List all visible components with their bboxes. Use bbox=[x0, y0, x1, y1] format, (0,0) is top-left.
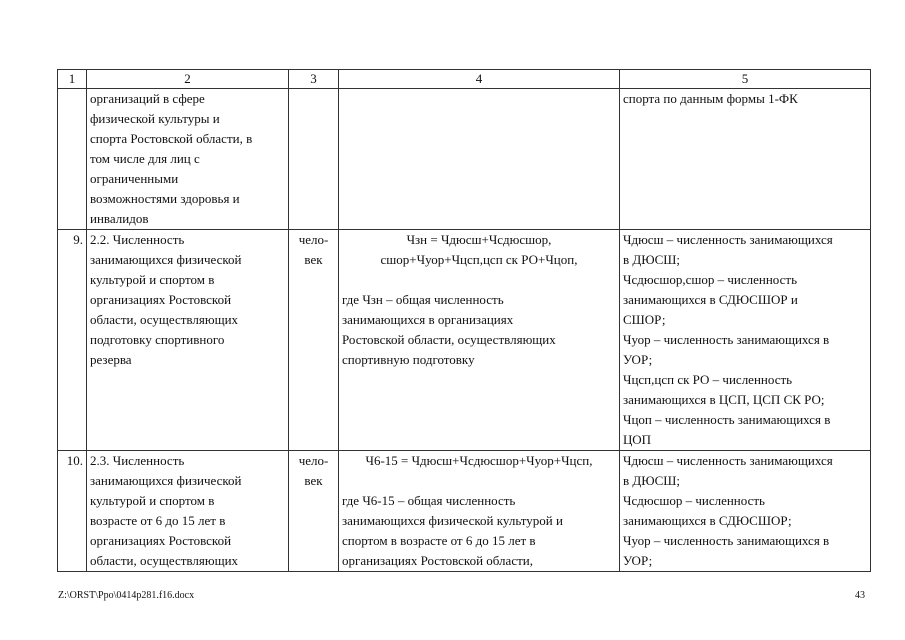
text-line: занимающихся в СДЮСШОР и bbox=[623, 292, 798, 307]
text-line: культурой и спортом в bbox=[90, 272, 215, 287]
unit-cell bbox=[289, 89, 339, 230]
text-line: чело- bbox=[298, 232, 329, 247]
text-line: УОР; bbox=[623, 352, 653, 367]
notes-cell bbox=[620, 230, 871, 451]
text-line: том числе для лиц с bbox=[90, 151, 200, 166]
text-line: спортивную подготовку bbox=[342, 352, 475, 367]
text-line: Ростовской области, осуществляющих bbox=[342, 332, 556, 347]
text-line: физической культуры и bbox=[90, 111, 220, 126]
unit-cell bbox=[289, 230, 339, 451]
text-line: резерва bbox=[90, 352, 132, 367]
page-number: 43 bbox=[855, 590, 865, 601]
text-line: ЦОП bbox=[623, 432, 651, 447]
document-table bbox=[57, 69, 871, 572]
text-line: занимающихся в ЦСП, ЦСП СК РО; bbox=[623, 392, 825, 407]
text-line: области, осуществляющих bbox=[90, 312, 239, 327]
row-number: 10. bbox=[58, 451, 87, 572]
text-line: в ДЮСШ; bbox=[623, 473, 681, 488]
unit-cell bbox=[289, 451, 339, 572]
text-line: занимающихся физической культурой и bbox=[342, 513, 563, 528]
text-line: возможностями здоровья и bbox=[90, 191, 240, 206]
text-line: организаций в сфере bbox=[90, 91, 205, 106]
text-line: занимающихся физической bbox=[90, 252, 242, 267]
text-line: где Ч6-15 – общая численность bbox=[342, 493, 516, 508]
text-line: Чцоп – численность занимающихся в bbox=[623, 412, 831, 427]
text-line: спортом в возрасте от 6 до 15 лет в bbox=[342, 533, 536, 548]
row-number: 9. bbox=[58, 230, 87, 451]
table-row bbox=[58, 230, 871, 451]
text-line: УОР; bbox=[623, 553, 653, 568]
text-line: спорта Ростовской области, в bbox=[90, 131, 253, 146]
text-line: занимающихся в организациях bbox=[342, 312, 514, 327]
header-cell-2: 2 bbox=[87, 70, 289, 89]
text-line: области, осуществляющих bbox=[90, 553, 239, 568]
row-number bbox=[58, 89, 87, 230]
text-line: Чсдюсшор – численность bbox=[623, 493, 765, 508]
text-line: 2.2. Численность bbox=[90, 232, 185, 247]
text-line: Чсдюсшор,сшор – численность bbox=[623, 272, 797, 287]
text-line: чело- bbox=[298, 453, 329, 468]
notes-cell bbox=[620, 451, 871, 572]
header-cell-3: 3 bbox=[289, 70, 339, 89]
text-line: организациях Ростовской bbox=[90, 533, 232, 548]
text-line: возрасте от 6 до 15 лет в bbox=[90, 513, 226, 528]
text-line: культурой и спортом в bbox=[90, 493, 215, 508]
header-cell-4: 4 bbox=[339, 70, 620, 89]
text-line: век bbox=[304, 473, 323, 488]
text-line: организациях Ростовской области, bbox=[342, 553, 533, 568]
text-line: Чуор – численность занимающихся в bbox=[623, 332, 830, 347]
header-cell-1: 1 bbox=[58, 70, 87, 89]
text-line: занимающихся в СДЮСШОР; bbox=[623, 513, 792, 528]
text-line: организациях Ростовской bbox=[90, 292, 232, 307]
notes-cell bbox=[620, 89, 871, 230]
text-line: Чдюсш – численность занимающихся bbox=[623, 453, 833, 468]
formula-cell bbox=[339, 89, 620, 230]
text-line: инвалидов bbox=[90, 211, 149, 226]
text-line: подготовку спортивного bbox=[90, 332, 225, 347]
text-line: Чуор – численность занимающихся в bbox=[623, 533, 830, 548]
blank-line bbox=[342, 270, 616, 290]
text-line: занимающихся физической bbox=[90, 473, 242, 488]
text-line: где Чзн – общая численность bbox=[342, 292, 504, 307]
indicator-name bbox=[87, 230, 289, 451]
blank-line bbox=[342, 471, 616, 491]
text-line: СШОР; bbox=[623, 312, 666, 327]
text-line: Чцсп,цсп ск РО – численность bbox=[623, 372, 793, 387]
indicator-name bbox=[87, 451, 289, 572]
formula-cell bbox=[339, 230, 620, 451]
table-row bbox=[58, 451, 871, 572]
text-line: Чдюсш – численность занимающихся bbox=[623, 232, 833, 247]
footer-file-path: Z:\ORST\Ppo\0414p281.f16.docx bbox=[58, 590, 195, 601]
formula-cell bbox=[339, 451, 620, 572]
indicator-name bbox=[87, 89, 289, 230]
formula-line: сшор+Чуор+Чцсп,цсп ск РО+Чцоп, bbox=[380, 252, 578, 267]
formula-line: Чзн = Чдюсш+Чсдюсшор, bbox=[406, 232, 552, 247]
text-line: век bbox=[304, 252, 323, 267]
text-line: спорта по данным формы 1-ФК bbox=[623, 91, 798, 106]
text-line: в ДЮСШ; bbox=[623, 252, 681, 267]
text-line: 2.3. Численность bbox=[90, 453, 185, 468]
text-line: ограниченными bbox=[90, 171, 179, 186]
table-header-row bbox=[58, 70, 871, 89]
formula-line: Ч6-15 = Чдюсш+Чсдюсшор+Чуор+Чцсп, bbox=[365, 453, 593, 468]
table-row bbox=[58, 89, 871, 230]
header-cell-5: 5 bbox=[620, 70, 871, 89]
